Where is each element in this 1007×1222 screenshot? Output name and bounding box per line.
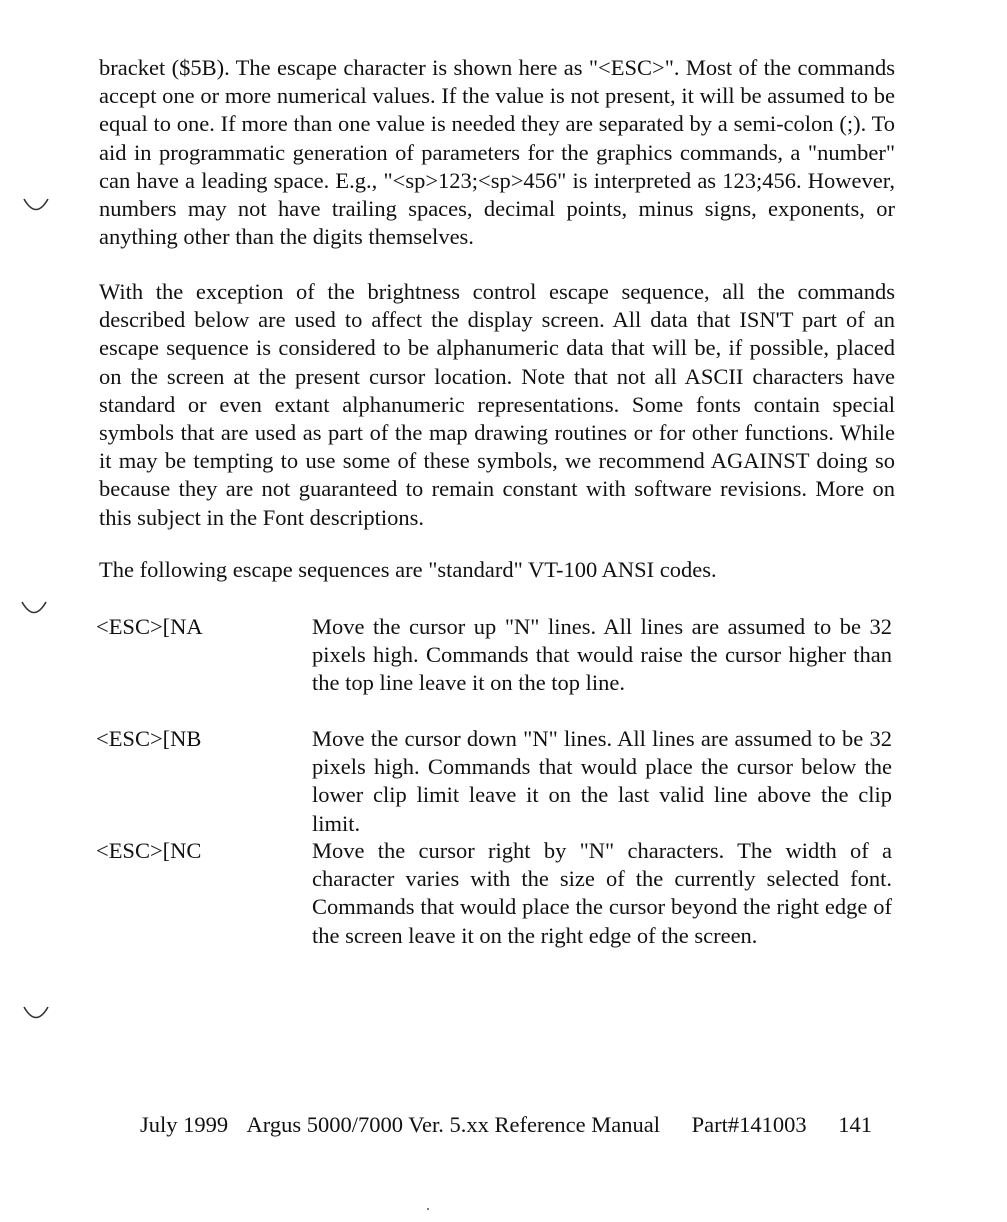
footer-date: July 1999 bbox=[140, 1112, 229, 1137]
command-code: <ESC>[NB bbox=[96, 726, 202, 751]
binder-hole-mark-icon bbox=[22, 196, 50, 214]
binder-hole-mark-icon bbox=[22, 1004, 50, 1022]
command-description: Move the cursor right by "N" characters. The width of a character varies with the size of the currently selected font. Commands that would place the cursor beyond the right edge of the screen leave it on the right edge of the screen. bbox=[312, 838, 892, 948]
footer-title: Argus 5000/7000 Ver. 5.xx Reference Manual bbox=[246, 1112, 660, 1137]
page-number: 141 bbox=[838, 1112, 872, 1137]
intro-paragraph: bracket ($5B). The escape character is shown here as "<ESC>". Most of the commands accept one or more numerical values. If the value is not present, it will be assumed to be equal to one. If more than one value is needed they are separated by a semi-colon (;). To aid in programmatic generation of parameters for the graphics commands, a "number" can have a leading space. E.g., "<sp>123;<sp>456" is interpreted as 123;456. However, numbers may not have trailing spaces, decimal points, minus signs, exponents, or anything other than the digits themselves. bbox=[99, 55, 895, 250]
scan-speck bbox=[427, 1208, 429, 1210]
command-code: <ESC>[NC bbox=[96, 838, 202, 863]
command-code: <ESC>[NA bbox=[96, 614, 203, 639]
command-description: Move the cursor up "N" lines. All lines are assumed to be 32 pixels high. Commands that would raise the cursor higher than the top line leave it on the top line. bbox=[312, 614, 892, 696]
page-footer bbox=[140, 1110, 900, 1140]
alphanumeric-data-paragraph: With the exception of the brightness control escape sequence, all the commands described below are used to affect the display screen. All data that ISN'T part of an escape sequence is considered to be alphanumeric data that will be, if possible, placed on the screen at the present cursor location. Note that not all ASCII characters have standard or even extant alphanumeric representations. Some fonts contain special symbols that are used as part of the map drawing routines or for other functions. While it may be tempting to use some of these symbols, we recommend AGAINST doing so because they are not guaranteed to remain constant with software revisions. More on this subject in the Font descriptions. bbox=[99, 279, 895, 530]
footer-part-number: Part#141003 bbox=[691, 1112, 807, 1137]
binder-hole-mark-icon bbox=[20, 599, 48, 617]
vt100-intro-paragraph: The following escape sequences are "standard" VT-100 ANSI codes. bbox=[99, 557, 717, 582]
command-description: Move the cursor down "N" lines. All lines are assumed to be 32 pixels high. Commands that would place the cursor below the lower clip limit leave it on the last valid line above the clip limit. bbox=[312, 726, 892, 836]
